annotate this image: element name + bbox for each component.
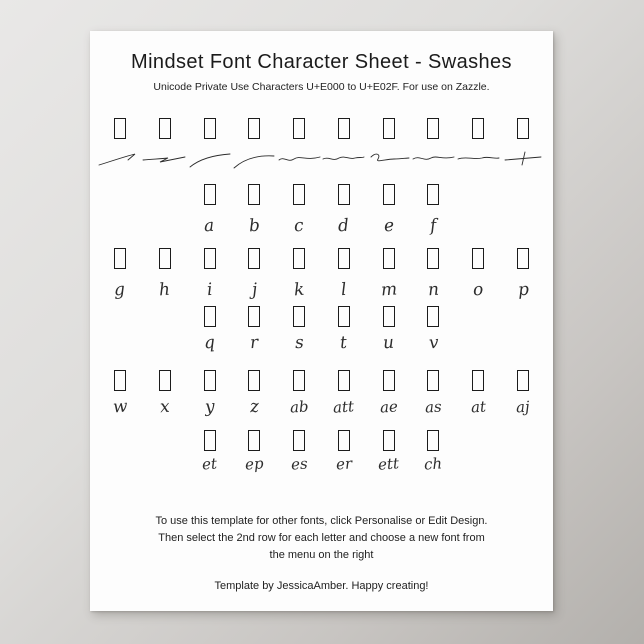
character-cell <box>411 370 456 391</box>
script-glyph-er: er <box>335 454 353 474</box>
character-cell <box>98 370 143 391</box>
missing-glyph-box <box>427 306 439 327</box>
script-glyph-j: j <box>250 279 258 301</box>
character-cell <box>411 248 456 269</box>
character-cell <box>142 118 187 139</box>
script-glyph-z: z <box>249 396 260 418</box>
missing-glyph-box <box>338 370 350 391</box>
character-cell <box>322 370 367 391</box>
underline-swash-8-icon <box>411 147 456 173</box>
glyph-cell <box>277 214 322 238</box>
rendered-glyph-row <box>90 278 553 302</box>
glyph-cell <box>277 331 322 355</box>
script-glyph-t: t <box>339 332 349 354</box>
glyph-cell <box>232 452 277 476</box>
script-glyph-e: e <box>382 215 395 237</box>
missing-glyph-box <box>338 430 350 451</box>
script-glyph-i: i <box>206 279 213 301</box>
script-glyph-o: o <box>472 279 485 301</box>
glyph-cell <box>366 395 411 419</box>
glyph-cell <box>98 147 143 173</box>
character-cell <box>187 370 232 391</box>
underline-swash-1-icon <box>97 147 142 173</box>
script-glyph-n: n <box>427 279 440 301</box>
glyph-cell <box>232 331 277 355</box>
missing-glyph-box <box>248 370 260 391</box>
character-cell <box>322 184 367 205</box>
missing-glyph-box <box>338 118 350 139</box>
missing-glyph-box <box>517 118 529 139</box>
instructions-line: the menu on the right <box>269 549 374 561</box>
usage-instructions <box>90 513 553 564</box>
character-cell <box>277 370 322 391</box>
missing-glyph-box <box>204 430 216 451</box>
missing-glyph-box <box>383 370 395 391</box>
missing-glyph-row <box>90 370 553 391</box>
character-cell <box>322 306 367 327</box>
underline-swash-4-icon <box>232 147 277 173</box>
glyph-cell <box>322 395 367 419</box>
character-cell <box>187 306 232 327</box>
missing-glyph-box <box>293 184 305 205</box>
glyph-cell <box>322 147 367 173</box>
rendered-glyph-row <box>90 147 553 173</box>
script-glyph-p: p <box>516 279 530 301</box>
glyph-cell <box>142 278 187 302</box>
glyph-cell <box>277 278 322 302</box>
glyph-cell <box>322 278 367 302</box>
missing-glyph-box <box>159 370 171 391</box>
character-cell <box>456 248 501 269</box>
script-glyph-et: et <box>201 454 218 474</box>
glyph-cell <box>98 395 143 419</box>
missing-glyph-box <box>338 184 350 205</box>
character-cell <box>187 430 232 451</box>
missing-glyph-box <box>517 248 529 269</box>
glyph-cell <box>232 395 277 419</box>
character-cell <box>501 248 546 269</box>
script-glyph-ae: ae <box>379 397 399 417</box>
script-glyph-q: q <box>203 332 216 354</box>
glyph-cell <box>232 278 277 302</box>
glyph-cell <box>456 147 501 173</box>
character-cell <box>501 118 546 139</box>
missing-glyph-box <box>383 184 395 205</box>
glyph-cell <box>411 278 456 302</box>
glyph-cell <box>501 278 546 302</box>
missing-glyph-box <box>204 306 216 327</box>
glyph-cell <box>232 214 277 238</box>
glyph-cell <box>456 278 501 302</box>
missing-glyph-box <box>427 248 439 269</box>
glyph-cell <box>501 395 546 419</box>
underline-swash-9-icon <box>456 147 501 173</box>
character-cell <box>187 184 232 205</box>
template-credit: Template by JessicaAmber. Happy creating! <box>214 580 429 592</box>
script-glyph-a: a <box>203 215 216 237</box>
character-cell <box>277 430 322 451</box>
missing-glyph-box <box>293 306 305 327</box>
script-glyph-ab: ab <box>289 397 309 417</box>
missing-glyph-box <box>204 118 216 139</box>
missing-glyph-box <box>427 118 439 139</box>
subtitle: Unicode Private Use Characters U+E000 to U+E02F. For use on Zazzle. <box>153 81 490 93</box>
script-glyph-w: w <box>111 396 128 418</box>
script-glyph-c: c <box>293 215 305 237</box>
underline-swash-6-icon <box>321 147 366 173</box>
missing-glyph-box <box>114 370 126 391</box>
instructions-line: To use this template for other fonts, click Personalise or Edit Design. <box>155 515 488 527</box>
glyph-cell <box>322 214 367 238</box>
character-cell <box>232 306 277 327</box>
missing-glyph-box <box>248 430 260 451</box>
character-cell <box>277 248 322 269</box>
character-cell <box>232 184 277 205</box>
missing-glyph-box <box>293 430 305 451</box>
script-glyph-aj: aj <box>515 397 531 417</box>
script-glyph-k: k <box>293 279 305 301</box>
script-glyph-at: at <box>470 397 487 417</box>
missing-glyph-box <box>383 118 395 139</box>
underline-swash-7-icon <box>366 147 411 173</box>
glyph-cell <box>322 331 367 355</box>
missing-glyph-box <box>338 248 350 269</box>
character-cell <box>411 184 456 205</box>
missing-glyph-box <box>293 370 305 391</box>
character-cell <box>411 430 456 451</box>
missing-glyph-box <box>248 248 260 269</box>
missing-glyph-box <box>472 118 484 139</box>
character-cell <box>232 118 277 139</box>
character-cell <box>366 184 411 205</box>
character-cell <box>366 370 411 391</box>
missing-glyph-box <box>427 184 439 205</box>
script-glyph-d: d <box>337 215 351 237</box>
rendered-glyph-row <box>90 331 553 355</box>
glyph-cell <box>366 452 411 476</box>
missing-glyph-box <box>517 370 529 391</box>
script-glyph-u: u <box>382 332 395 354</box>
character-cell <box>501 370 546 391</box>
poster <box>90 31 553 611</box>
glyph-cell <box>142 147 187 173</box>
character-cell <box>366 306 411 327</box>
missing-glyph-box <box>248 184 260 205</box>
character-cell <box>98 118 143 139</box>
character-cell <box>366 118 411 139</box>
character-cell <box>98 248 143 269</box>
rendered-glyph-row <box>90 395 553 419</box>
missing-glyph-row <box>90 248 553 269</box>
glyph-cell <box>411 395 456 419</box>
missing-glyph-box <box>338 306 350 327</box>
script-glyph-h: h <box>158 279 171 301</box>
missing-glyph-box <box>204 370 216 391</box>
underline-swash-2-icon <box>142 147 187 173</box>
missing-glyph-row <box>90 118 553 139</box>
instructions-line: Then select the 2nd row for each letter and choose a new font from <box>158 532 485 544</box>
character-cell <box>322 118 367 139</box>
glyph-cell <box>411 452 456 476</box>
character-cell <box>456 118 501 139</box>
glyph-cell <box>277 147 322 173</box>
character-cell <box>277 184 322 205</box>
missing-glyph-row <box>90 430 553 451</box>
character-cell <box>456 370 501 391</box>
glyph-cell <box>187 452 232 476</box>
rendered-glyph-row <box>90 214 553 238</box>
character-cell <box>232 248 277 269</box>
character-cell <box>277 306 322 327</box>
character-cell <box>232 430 277 451</box>
glyph-cell <box>501 147 546 173</box>
script-glyph-b: b <box>248 215 261 237</box>
missing-glyph-row <box>90 306 553 327</box>
character-cell <box>322 430 367 451</box>
missing-glyph-box <box>293 248 305 269</box>
glyph-cell <box>366 278 411 302</box>
glyph-cell <box>411 147 456 173</box>
glyph-cell <box>187 331 232 355</box>
underline-swash-3-icon <box>187 147 232 173</box>
glyph-cell <box>142 395 187 419</box>
missing-glyph-box <box>114 118 126 139</box>
character-cell <box>277 118 322 139</box>
glyph-cell <box>411 214 456 238</box>
glyph-cell <box>187 214 232 238</box>
glyph-cell <box>187 278 232 302</box>
character-cell <box>187 248 232 269</box>
glyph-cell <box>277 452 322 476</box>
glyph-cell <box>187 147 232 173</box>
script-glyph-ch: ch <box>423 454 444 474</box>
script-glyph-ett: ett <box>377 454 400 474</box>
missing-glyph-box <box>472 370 484 391</box>
character-cell <box>187 118 232 139</box>
script-glyph-y: y <box>204 396 215 418</box>
character-cell <box>366 248 411 269</box>
glyph-cell <box>366 147 411 173</box>
missing-glyph-box <box>159 248 171 269</box>
script-glyph-l: l <box>340 279 348 301</box>
underline-swash-10-icon <box>501 147 546 173</box>
missing-glyph-box <box>383 306 395 327</box>
missing-glyph-box <box>248 118 260 139</box>
character-cell <box>232 370 277 391</box>
glyph-cell <box>322 452 367 476</box>
script-glyph-g: g <box>113 279 127 301</box>
missing-glyph-box <box>204 248 216 269</box>
missing-glyph-box <box>383 430 395 451</box>
glyph-cell <box>187 395 232 419</box>
rendered-glyph-row <box>90 452 553 476</box>
missing-glyph-box <box>248 306 260 327</box>
missing-glyph-box <box>383 248 395 269</box>
character-cell <box>411 306 456 327</box>
script-glyph-r: r <box>249 332 260 354</box>
missing-glyph-box <box>159 118 171 139</box>
character-cell <box>142 248 187 269</box>
glyph-cell <box>411 331 456 355</box>
glyph-cell <box>277 395 322 419</box>
missing-glyph-box <box>114 248 126 269</box>
glyph-cell <box>98 278 143 302</box>
missing-glyph-box <box>204 184 216 205</box>
script-glyph-es: es <box>290 454 308 474</box>
glyph-cell <box>366 214 411 238</box>
glyph-cell <box>366 331 411 355</box>
script-glyph-as: as <box>424 397 443 417</box>
character-cell <box>142 370 187 391</box>
script-glyph-s: s <box>294 332 305 354</box>
missing-glyph-box <box>427 370 439 391</box>
script-glyph-att: att <box>332 397 355 417</box>
script-glyph-m: m <box>379 279 398 301</box>
script-glyph-ep: ep <box>244 454 265 474</box>
script-glyph-x: x <box>159 396 171 418</box>
underline-swash-5-icon <box>277 147 322 173</box>
character-cell <box>366 430 411 451</box>
glyph-cell <box>232 147 277 173</box>
page-title: Mindset Font Character Sheet - Swashes <box>131 51 512 73</box>
missing-glyph-box <box>427 430 439 451</box>
missing-glyph-box <box>472 248 484 269</box>
character-cell <box>411 118 456 139</box>
character-cell <box>322 248 367 269</box>
missing-glyph-box <box>293 118 305 139</box>
glyph-cell <box>456 395 501 419</box>
script-glyph-v: v <box>428 332 439 354</box>
missing-glyph-row <box>90 184 553 205</box>
script-glyph-f: f <box>429 215 438 237</box>
